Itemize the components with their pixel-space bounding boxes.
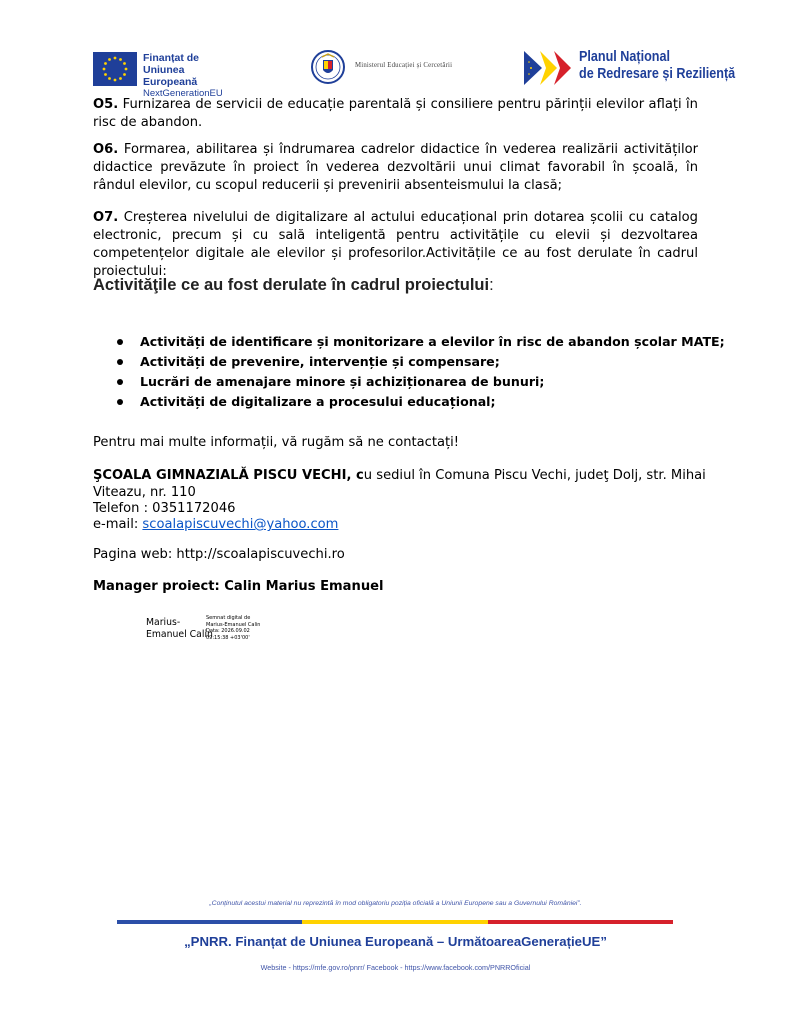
objective-label: O7. xyxy=(93,210,119,225)
school-website: Pagina web: http://scoalapiscuvechi.ro xyxy=(93,547,345,562)
divider-red xyxy=(488,920,673,924)
email-link[interactable]: scoalapiscuvechi@yahoo.com xyxy=(142,517,339,532)
pnrr-logo xyxy=(524,47,734,89)
pnrr-logo-text xyxy=(579,48,735,82)
activity-text: Activități de identificare și monitorizare a elevilor în risc de abandon școlar MATE; xyxy=(140,334,725,349)
eu-flag-icon xyxy=(93,52,137,86)
list-item xyxy=(93,372,713,392)
signature-details: Semnat digital de Marius-Emanuel Calin Data: 2026.09.02 09:15:38 +03'00' xyxy=(206,615,261,641)
signature-name: Marius- Emanuel Calin xyxy=(146,617,213,640)
list-item xyxy=(93,332,725,352)
digital-signature xyxy=(146,614,286,646)
activity-text: Activități de digitalizare a procesului educațional; xyxy=(140,394,496,409)
school-address-line1 xyxy=(93,467,706,485)
activities-heading-text: Activităţile ce au fost derulate în cadrul proiectului xyxy=(93,276,490,294)
eu-logo-line2: Uniunea Europeană xyxy=(143,64,198,88)
eu-logo-line3: NextGenerationEU xyxy=(143,88,223,99)
eu-logo-text xyxy=(143,52,228,100)
school-phone: Telefon : 0351172046 xyxy=(93,501,236,516)
objective-o7 xyxy=(93,209,698,281)
bullet-icon xyxy=(117,339,123,345)
school-address-line2: Viteazu, nr. 110 xyxy=(93,485,196,500)
eu-logo xyxy=(93,50,228,99)
objective-text: Furnizarea de servicii de educație parentală și consiliere pentru părinții elevilor aflați în risc de abandon. xyxy=(93,97,698,130)
activity-text: Activități de prevenire, intervenție și compensare; xyxy=(140,354,500,369)
divider-yellow xyxy=(302,920,487,924)
activities-heading-colon: : xyxy=(489,276,494,294)
footer-title: „PNRR. Finanțat de Uniunea Europeană – UrmătoareaGenerațieUE” xyxy=(184,934,607,949)
objective-o5 xyxy=(93,96,698,132)
school-email-row xyxy=(93,516,338,534)
email-label: e-mail: xyxy=(93,517,143,532)
pnrr-logo-line1: Planul Național xyxy=(579,48,671,65)
activity-text: Lucrări de amenajare minore și achiziționarea de bunuri; xyxy=(140,374,545,389)
ministry-logo xyxy=(311,46,486,90)
list-item xyxy=(93,352,713,372)
pnrr-chevron-icon xyxy=(524,51,574,85)
tricolor-divider xyxy=(117,920,673,924)
activities-heading xyxy=(93,276,494,295)
bullet-icon xyxy=(117,359,123,365)
objective-text: Formarea, abilitarea și îndrumarea cadrelor didactice în vederea realizării activităților didactice prevăzute în proiect în vederea dezvoltării unui climat favorabil în școală, în rândul elevilor, cu scopul reducerii și prevenirii absenteismului la clasă; xyxy=(93,142,698,193)
objective-o6 xyxy=(93,141,698,195)
objective-text: Creșterea nivelului de digitalizare al actului educațional prin dotarea școlii cu catalog electronic, precum și cu sală inteligentă pentru activitățile cu elevii și dezvoltarea competențelor digitale ale elevilor și profesorilor.Activitățile ce au fost derulate în cadrul proiectului: xyxy=(93,210,698,279)
eu-logo-line1: Finanțat de xyxy=(143,52,200,64)
objective-label: O6. xyxy=(93,142,119,157)
objective-label: O5. xyxy=(93,97,119,112)
footer-disclaimer: „Conținutul acestui material nu reprezintă în mod obligatoriu poziția oficială a Uniunii Europene sau a Guvernului României”. xyxy=(209,900,582,907)
list-item xyxy=(93,392,713,412)
pnrr-logo-line2: de Redresare și Reziliență xyxy=(579,65,736,82)
divider-blue xyxy=(117,920,302,924)
contact-intro: Pentru mai multe informații, vă rugăm să ne contactați! xyxy=(93,435,460,450)
activities-list xyxy=(93,332,725,412)
bullet-icon xyxy=(117,399,123,405)
romania-crest-icon xyxy=(311,46,345,88)
project-manager: Manager proiect: Calin Marius Emanuel xyxy=(93,579,384,594)
school-name: ŞCOALA GIMNAZIALĂ PISCU VECHI, c xyxy=(93,468,364,483)
ministry-name: Ministerul Educației și Cercetării xyxy=(355,62,453,69)
bullet-icon xyxy=(117,379,123,385)
school-address: u sediul în Comuna Piscu Vechi, judeţ Dolj, str. Mihai xyxy=(363,468,706,483)
footer-links: Website - https://mfe.gov.ro/pnrr/ Facebook - https://www.facebook.com/PNRROficial xyxy=(260,963,531,972)
